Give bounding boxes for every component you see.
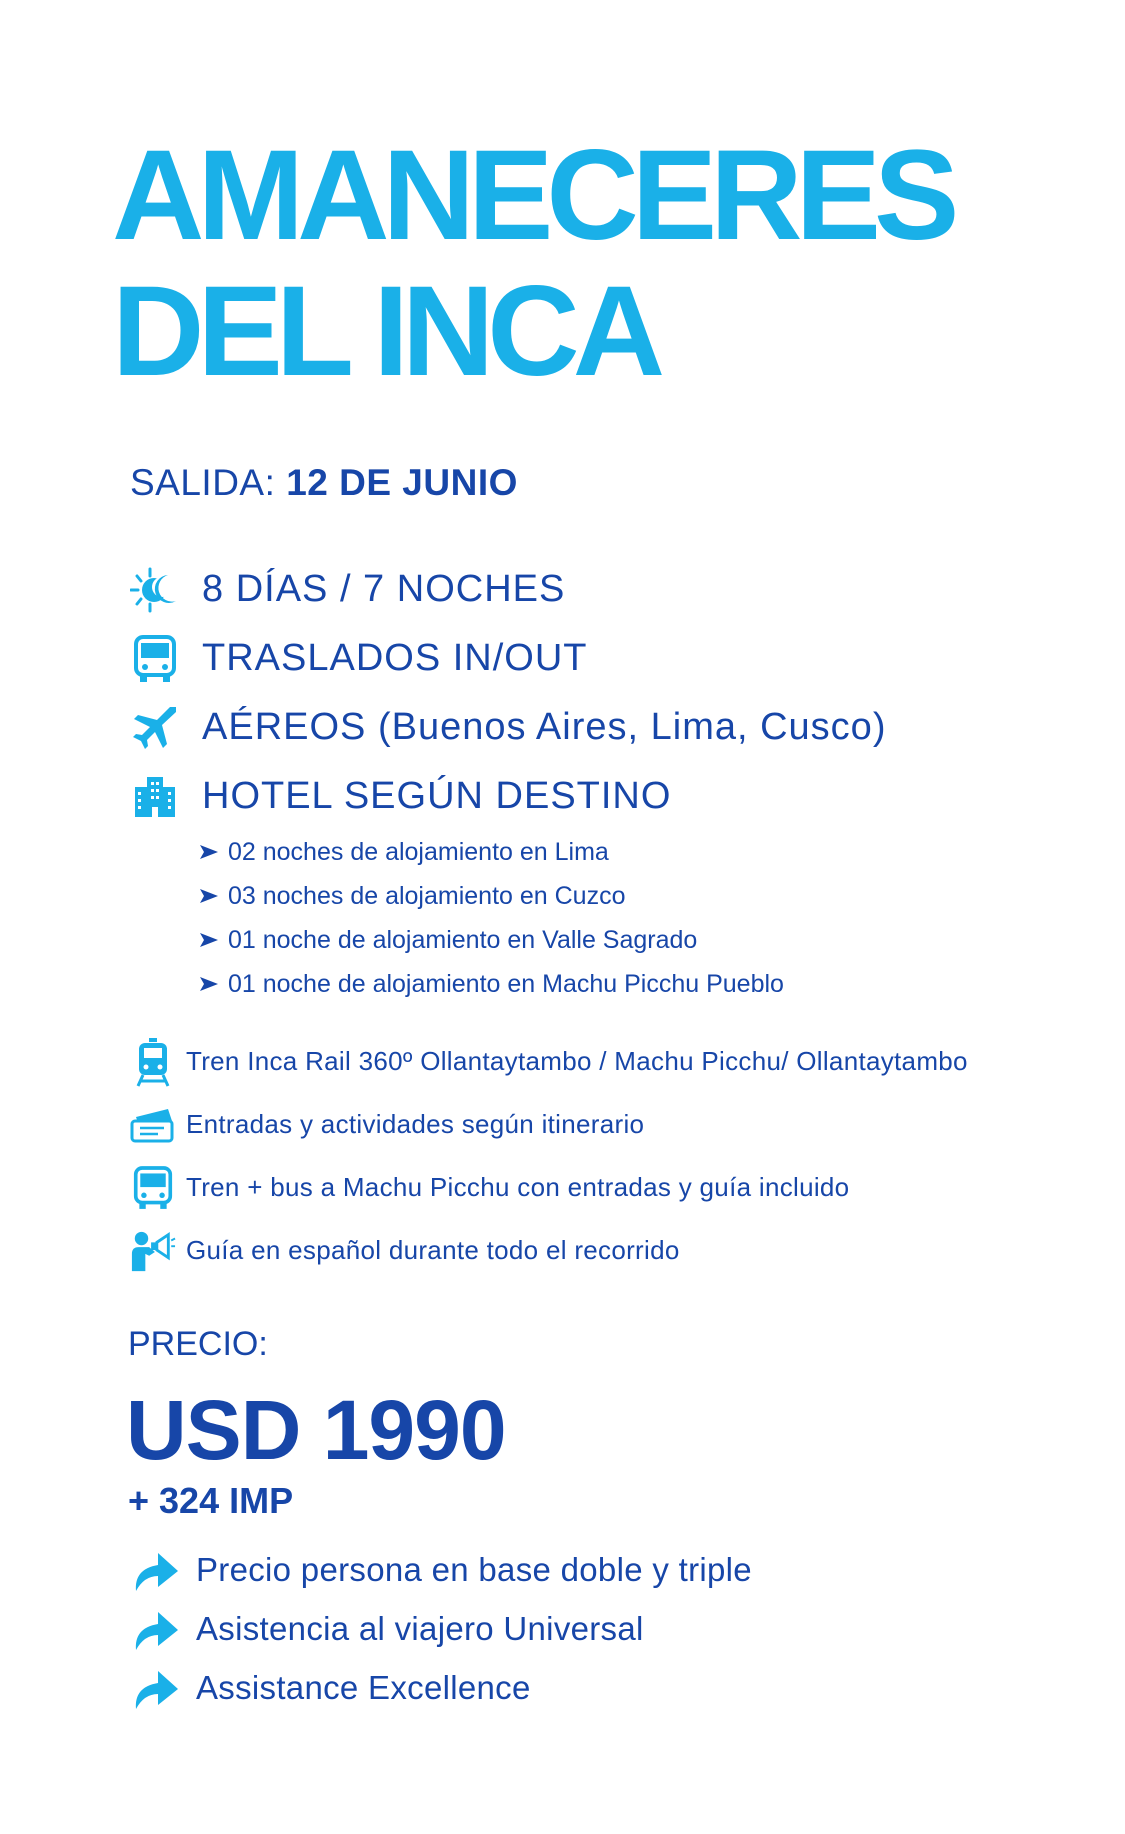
feature-label: AÉREOS (Buenos Aires, Lima, Cusco) xyxy=(202,706,887,748)
inclusion-item xyxy=(130,1156,968,1219)
hotel-night-text: 03 noches de alojamiento en Cuzco xyxy=(228,881,626,910)
note-text: Precio persona en base doble y triple xyxy=(196,1550,752,1588)
price-taxes: + 324 IMP xyxy=(128,1480,294,1521)
bus-icon xyxy=(130,634,180,684)
departure-info xyxy=(130,462,518,504)
page-title xyxy=(112,124,1072,403)
departure-label: SALIDA: xyxy=(130,462,276,503)
note-item xyxy=(132,1658,752,1717)
features-list xyxy=(130,555,886,831)
departure-date: 12 DE JUNIO xyxy=(286,462,518,503)
inclusion-label: Tren Inca Rail 360º Ollantaytambo / Machu Picchu/ Ollantaytambo xyxy=(186,1046,968,1076)
price-label: PRECIO: xyxy=(128,1325,268,1363)
inclusion-label: Guía en español durante todo el recorrido xyxy=(186,1235,680,1265)
hotel-night-text: 01 noche de alojamiento en Valle Sagrado xyxy=(228,925,698,954)
feature-item xyxy=(130,555,886,624)
bullet-arrow-icon xyxy=(200,845,218,859)
feature-item xyxy=(130,624,886,693)
feature-label: TRASLADOS IN/OUT xyxy=(202,637,588,679)
price-amount: USD 1990 xyxy=(126,1383,506,1477)
hotel-icon xyxy=(130,772,180,822)
inclusion-item xyxy=(130,1219,968,1282)
inclusion-label: Entradas y actividades según itinerario xyxy=(186,1109,645,1139)
share-arrow-icon xyxy=(132,1606,180,1652)
list-item xyxy=(200,918,784,962)
airplane-icon xyxy=(130,703,180,753)
feature-item xyxy=(130,693,886,762)
hotel-night-text: 02 noches de alojamiento en Lima xyxy=(228,837,609,866)
title-line-1: AMANECERES xyxy=(112,124,953,267)
bullet-arrow-icon xyxy=(200,889,218,903)
list-item xyxy=(200,874,784,918)
feature-item xyxy=(130,762,886,831)
inclusion-item xyxy=(130,1030,968,1093)
bus-icon xyxy=(130,1163,176,1213)
share-arrow-icon xyxy=(132,1547,180,1593)
inclusion-label: Tren + bus a Machu Picchu con entradas y guía incluido xyxy=(186,1172,850,1202)
inclusion-item xyxy=(130,1093,968,1156)
notes-list xyxy=(132,1540,752,1717)
hotel-night-text: 01 noche de alojamiento en Machu Picchu Pueblo xyxy=(228,969,784,998)
list-item xyxy=(200,962,784,1006)
note-text: Asistencia al viajero Universal xyxy=(196,1609,644,1647)
ticket-icon xyxy=(130,1100,176,1150)
feature-label: HOTEL SEGÚN DESTINO xyxy=(202,775,672,817)
share-arrow-icon xyxy=(132,1665,180,1711)
note-item xyxy=(132,1540,752,1599)
day-night-icon xyxy=(130,565,180,615)
feature-label: 8 DÍAS / 7 NOCHES xyxy=(202,568,566,610)
title-line-2: DEL INCA xyxy=(112,260,659,403)
train-icon xyxy=(130,1037,176,1087)
note-text: Assistance Excellence xyxy=(196,1668,531,1706)
bullet-arrow-icon xyxy=(200,977,218,991)
hotel-nights-list xyxy=(200,830,784,1006)
list-item xyxy=(200,830,784,874)
note-item xyxy=(132,1599,752,1658)
inclusions-list xyxy=(130,1030,968,1282)
tour-guide-icon xyxy=(130,1226,176,1276)
bullet-arrow-icon xyxy=(200,933,218,947)
